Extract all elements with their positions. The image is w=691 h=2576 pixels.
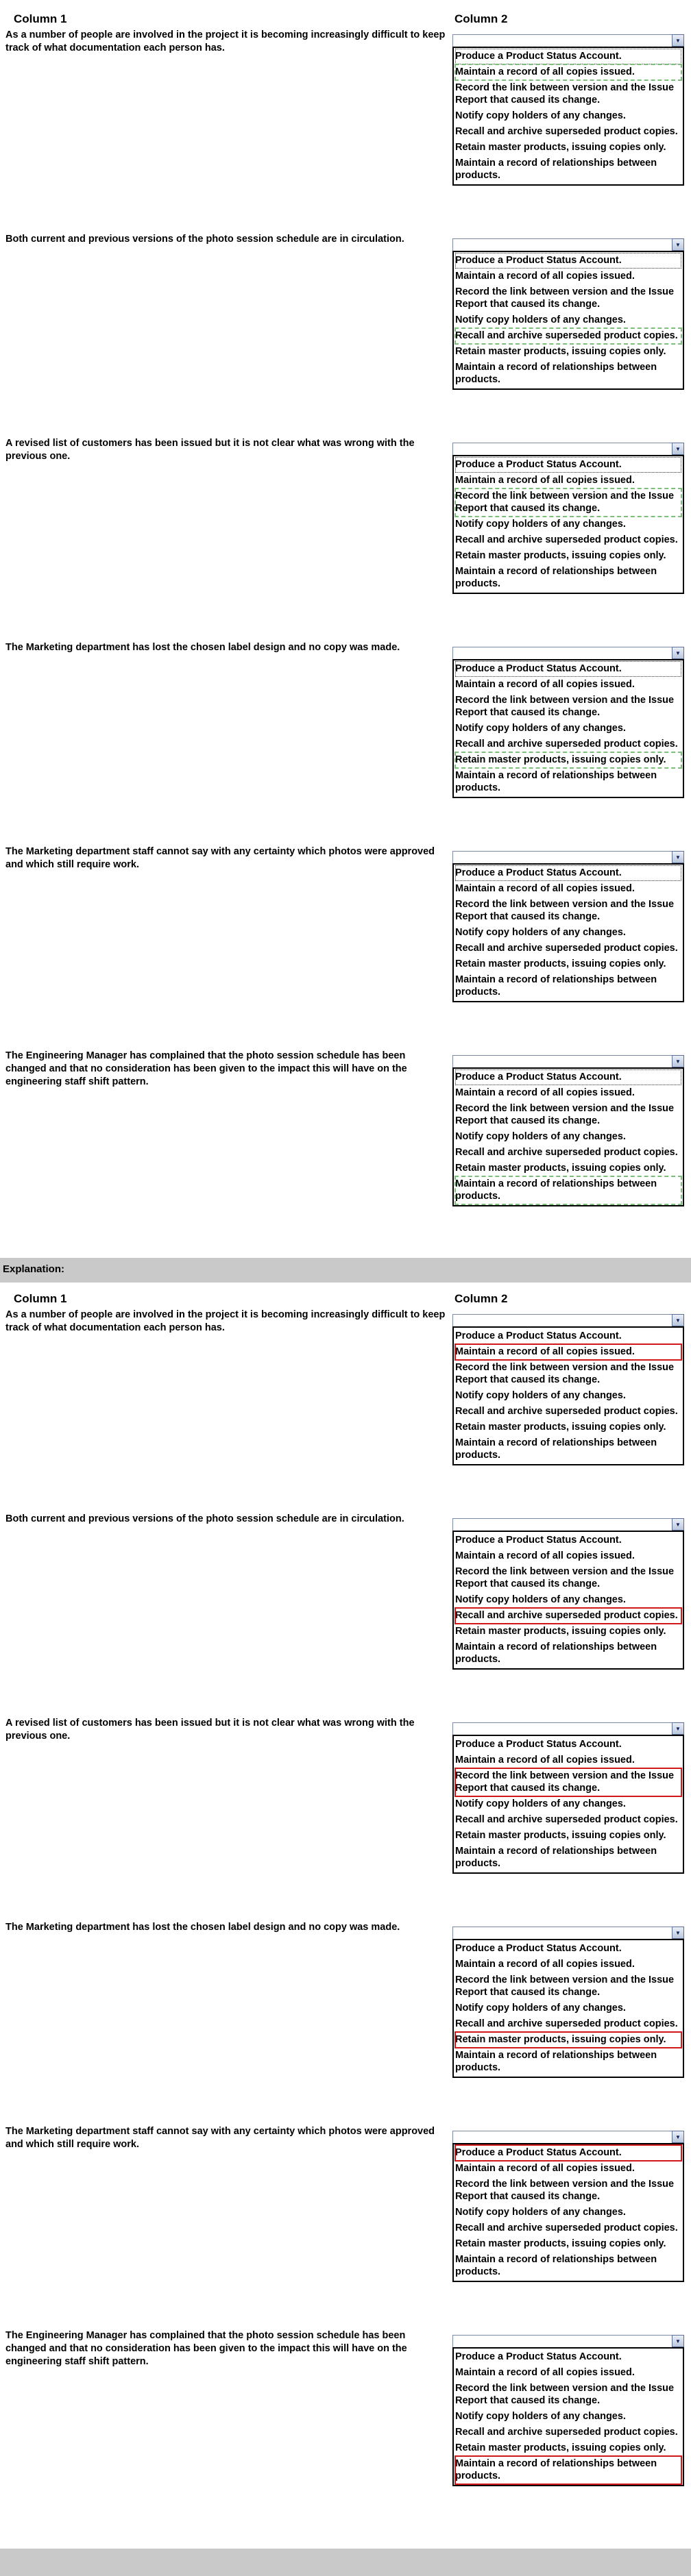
dropdown-option[interactable] xyxy=(455,941,681,956)
chevron-down-icon[interactable]: ▼ xyxy=(672,2335,684,2347)
chevron-down-icon[interactable]: ▼ xyxy=(672,34,684,47)
column-2-header: Column 2 xyxy=(454,1292,508,1305)
answer-dropdown[interactable] xyxy=(452,238,684,390)
answer-dropdown[interactable] xyxy=(452,1055,684,1206)
dropdown-option[interactable] xyxy=(455,677,681,693)
option-label: Notify copy holders of any changes. xyxy=(455,927,626,938)
option-label: Record the link between version and the Issue Report that caused its change. xyxy=(455,1566,675,1589)
dropdown-option[interactable] xyxy=(455,517,681,532)
option-label: Retain master products, issuing copies only. xyxy=(455,1626,666,1637)
option-label: Recall and archive superseded product copies. xyxy=(455,739,678,750)
option-label: Retain master products, issuing copies only. xyxy=(455,1422,666,1433)
dropdown-option[interactable] xyxy=(455,2145,681,2161)
dropdown-option[interactable] xyxy=(455,1564,681,1592)
dropdown-value-field[interactable] xyxy=(452,238,684,251)
dropdown-option[interactable] xyxy=(455,972,681,1000)
chevron-down-icon[interactable]: ▼ xyxy=(672,647,684,659)
option-label: Notify copy holders of any changes. xyxy=(455,519,626,530)
option-list xyxy=(452,2143,684,2282)
dropdown-option[interactable] xyxy=(455,344,681,360)
option-label: Recall and archive superseded product copies. xyxy=(455,1610,678,1621)
dropdown-option[interactable] xyxy=(455,1796,681,1812)
option-label: Recall and archive superseded product copies. xyxy=(455,1147,678,1158)
option-label: Maintain a record of relationships between products. xyxy=(455,362,657,385)
dropdown-option[interactable] xyxy=(455,1592,681,1608)
option-label: Produce a Product Status Account. xyxy=(455,2351,622,2362)
dropdown-option[interactable] xyxy=(455,1176,681,1204)
dropdown-option[interactable] xyxy=(455,925,681,941)
question-text: The Engineering Manager has complained that the photo session schedule has been changed and that no consideration has been given to the impact this will have on the engineering staff shift pattern. xyxy=(5,1050,407,1087)
dropdown-option[interactable] xyxy=(455,2456,681,2484)
option-label: Maintain a record of relationships between products. xyxy=(455,1437,657,1461)
question-text: The Marketing department has lost the chosen label design and no copy was made. xyxy=(5,1922,400,1933)
option-label: Maintain a record of relationships between products. xyxy=(455,158,657,181)
answer-dropdown[interactable] xyxy=(452,851,684,1002)
dropdown-option[interactable] xyxy=(455,1737,681,1753)
option-label: Recall and archive superseded product copies. xyxy=(455,534,678,545)
option-label: Notify copy holders of any changes. xyxy=(455,314,626,325)
option-label: Maintain a record of all copies issued. xyxy=(455,679,635,690)
dropdown-option[interactable] xyxy=(455,1844,681,1872)
dropdown-option[interactable] xyxy=(455,1768,681,1796)
option-list xyxy=(452,1326,684,1465)
option-label: Retain master products, issuing copies only. xyxy=(455,2238,666,2249)
option-label: Retain master products, issuing copies only. xyxy=(455,2034,666,2045)
dropdown-option[interactable] xyxy=(455,312,681,328)
option-list xyxy=(452,47,684,186)
option-label: Notify copy holders of any changes. xyxy=(455,1390,626,1401)
dropdown-option[interactable] xyxy=(455,1533,681,1548)
option-label: Notify copy holders of any changes. xyxy=(455,2207,626,2218)
question-text: The Marketing department staff cannot say with any certainty which photos were approved and which still require work. xyxy=(5,2126,435,2150)
option-label: Produce a Product Status Account. xyxy=(455,255,622,266)
column-2-header: Column 2 xyxy=(454,12,508,25)
option-list xyxy=(452,251,684,390)
footer-bar xyxy=(0,2549,691,2576)
option-label: Produce a Product Status Account. xyxy=(455,1330,622,1341)
dropdown-option[interactable] xyxy=(455,752,681,768)
option-label: Maintain a record of all copies issued. xyxy=(455,883,635,894)
dropdown-option[interactable] xyxy=(455,1101,681,1129)
option-label: Retain master products, issuing copies only. xyxy=(455,1830,666,1841)
dropdown-option[interactable] xyxy=(455,1085,681,1101)
dropdown-option[interactable] xyxy=(455,140,681,156)
answer-dropdown[interactable] xyxy=(452,1927,684,2078)
question-text: As a number of people are involved in the project it is becoming increasingly difficult to keep track of what documentation each person has. xyxy=(5,1309,446,1333)
option-label: Recall and archive superseded product copies. xyxy=(455,330,678,341)
answer-dropdown[interactable] xyxy=(452,1314,684,1465)
option-label: Maintain a record of all copies issued. xyxy=(455,271,635,282)
option-label: Record the link between version and the Issue Report that caused its change. xyxy=(455,1770,675,1794)
dropdown-option[interactable] xyxy=(455,488,681,517)
dropdown-option[interactable] xyxy=(455,2161,681,2177)
answer-dropdown[interactable] xyxy=(452,34,684,186)
option-label: Produce a Product Status Account. xyxy=(455,663,622,674)
dropdown-option[interactable] xyxy=(455,124,681,140)
option-label: Recall and archive superseded product copies. xyxy=(455,943,678,954)
dropdown-option[interactable] xyxy=(455,64,681,80)
option-label: Record the link between version and the Issue Report that caused its change. xyxy=(455,491,675,514)
option-label: Recall and archive superseded product copies. xyxy=(455,126,678,137)
option-label: Produce a Product Status Account. xyxy=(455,51,622,62)
question-text: Both current and previous versions of the photo session schedule are in circulation. xyxy=(5,234,404,245)
dropdown-option[interactable] xyxy=(455,2381,681,2409)
explanation-section xyxy=(0,1283,691,2549)
option-label: Retain master products, issuing copies only. xyxy=(455,958,666,969)
option-label: Maintain a record of all copies issued. xyxy=(455,2163,635,2174)
option-label: Maintain a record of relationships between products. xyxy=(455,2254,657,2277)
option-label: Record the link between version and the Issue Report that caused its change. xyxy=(455,695,675,718)
dropdown-option[interactable] xyxy=(455,1404,681,1420)
dropdown-option[interactable] xyxy=(455,2365,681,2381)
column-1-header: Column 1 xyxy=(14,12,67,25)
option-label: Maintain a record of relationships between products. xyxy=(455,1178,657,1202)
dropdown-option[interactable] xyxy=(455,661,681,677)
option-label: Notify copy holders of any changes. xyxy=(455,1131,626,1142)
option-list xyxy=(452,1067,684,1206)
dropdown-option[interactable] xyxy=(455,269,681,284)
dropdown-option[interactable] xyxy=(455,1435,681,1463)
option-list xyxy=(452,2347,684,2486)
dropdown-option[interactable] xyxy=(455,768,681,796)
chevron-down-icon[interactable]: ▼ xyxy=(672,1055,684,1067)
option-label: Produce a Product Status Account. xyxy=(455,1943,622,1954)
dropdown-option[interactable] xyxy=(455,2016,681,2032)
option-label: Maintain a record of all copies issued. xyxy=(455,1087,635,1098)
option-label: Produce a Product Status Account. xyxy=(455,459,622,470)
answer-dropdown[interactable] xyxy=(452,443,684,594)
option-label: Notify copy holders of any changes. xyxy=(455,1594,626,1605)
dropdown-option[interactable] xyxy=(455,1941,681,1957)
dropdown-option[interactable] xyxy=(455,156,681,184)
option-list xyxy=(452,659,684,798)
option-label: Maintain a record of relationships between products. xyxy=(455,2050,657,2073)
dropdown-option[interactable] xyxy=(455,1360,681,1388)
dropdown-option[interactable] xyxy=(455,1548,681,1564)
dropdown-option[interactable] xyxy=(455,2440,681,2456)
option-label: Retain master products, issuing copies only. xyxy=(455,754,666,765)
question-section xyxy=(0,0,691,1258)
answer-dropdown[interactable] xyxy=(452,2335,684,2486)
dropdown-option[interactable] xyxy=(455,253,681,269)
dropdown-option[interactable] xyxy=(455,532,681,548)
option-label: Retain master products, issuing copies only. xyxy=(455,142,666,153)
dropdown-option[interactable] xyxy=(455,1972,681,2001)
option-label: Recall and archive superseded product copies. xyxy=(455,2427,678,2438)
explanation-bar xyxy=(0,1258,691,1283)
dropdown-value-field[interactable] xyxy=(452,1518,684,1531)
option-label: Retain master products, issuing copies only. xyxy=(455,2442,666,2453)
option-label: Produce a Product Status Account. xyxy=(455,867,622,878)
dropdown-value-field[interactable] xyxy=(452,1055,684,1067)
dropdown-option[interactable] xyxy=(455,2177,681,2205)
option-label: Record the link between version and the Issue Report that caused its change. xyxy=(455,1103,675,1126)
dropdown-option[interactable] xyxy=(455,473,681,488)
dropdown-option[interactable] xyxy=(455,2409,681,2425)
dropdown-option[interactable] xyxy=(455,2252,681,2280)
chevron-down-icon[interactable]: ▼ xyxy=(672,1927,684,1939)
option-label: Record the link between version and the Issue Report that caused its change. xyxy=(455,1974,675,1998)
option-label: Recall and archive superseded product copies. xyxy=(455,1406,678,1417)
question-text: A revised list of customers has been issued but it is not clear what was wrong with the previous one. xyxy=(5,1718,415,1742)
option-label: Maintain a record of all copies issued. xyxy=(455,1755,635,1766)
option-label: Produce a Product Status Account. xyxy=(455,2147,622,2158)
option-list xyxy=(452,1735,684,1874)
dropdown-option[interactable] xyxy=(455,721,681,736)
dropdown-option[interactable] xyxy=(455,1161,681,1176)
dropdown-option[interactable] xyxy=(455,1753,681,1768)
dropdown-option[interactable] xyxy=(455,2001,681,2016)
dropdown-option[interactable] xyxy=(455,1145,681,1161)
chevron-down-icon[interactable]: ▼ xyxy=(672,1518,684,1531)
chevron-down-icon[interactable]: ▼ xyxy=(672,238,684,251)
question-text: Both current and previous versions of the photo session schedule are in circulation. xyxy=(5,1513,404,1524)
dropdown-value-field[interactable] xyxy=(452,647,684,659)
option-label: Maintain a record of relationships between products. xyxy=(455,2458,657,2481)
dropdown-value-field[interactable] xyxy=(452,1314,684,1326)
chevron-down-icon[interactable]: ▼ xyxy=(672,443,684,455)
dropdown-option[interactable] xyxy=(455,2048,681,2076)
dropdown-value-field[interactable] xyxy=(452,1722,684,1735)
dropdown-option[interactable] xyxy=(455,284,681,312)
answer-dropdown[interactable] xyxy=(452,1722,684,1874)
option-label: Notify copy holders of any changes. xyxy=(455,110,626,121)
dropdown-option[interactable] xyxy=(455,1129,681,1145)
option-label: Maintain a record of all copies issued. xyxy=(455,2367,635,2378)
dropdown-option[interactable] xyxy=(455,564,681,592)
chevron-down-icon[interactable]: ▼ xyxy=(672,1722,684,1735)
option-label: Maintain a record of all copies issued. xyxy=(455,1346,635,1357)
dropdown-option[interactable] xyxy=(455,1957,681,1972)
dropdown-option[interactable] xyxy=(455,2205,681,2220)
option-label: Record the link between version and the Issue Report that caused its change. xyxy=(455,1362,675,1385)
dropdown-option[interactable] xyxy=(455,1828,681,1844)
dropdown-option[interactable] xyxy=(455,1344,681,1360)
dropdown-option[interactable] xyxy=(455,1388,681,1404)
option-label: Record the link between version and the Issue Report that caused its change. xyxy=(455,286,675,310)
answer-dropdown[interactable] xyxy=(452,647,684,798)
option-label: Maintain a record of relationships between products. xyxy=(455,974,657,998)
dropdown-value-field[interactable] xyxy=(452,443,684,455)
question-text: As a number of people are involved in the project it is becoming increasingly difficult to keep track of what documentation each person has. xyxy=(5,29,446,53)
option-list xyxy=(452,1939,684,2078)
option-label: Recall and archive superseded product copies. xyxy=(455,2018,678,2029)
question-text: A revised list of customers has been issued but it is not clear what was wrong with the previous one. xyxy=(5,438,415,462)
dropdown-option[interactable] xyxy=(455,548,681,564)
option-list xyxy=(452,863,684,1002)
option-label: Maintain a record of all copies issued. xyxy=(455,66,635,77)
option-label: Record the link between version and the Issue Report that caused its change. xyxy=(455,899,675,922)
dropdown-option[interactable] xyxy=(455,1608,681,1624)
option-label: Notify copy holders of any changes. xyxy=(455,2003,626,2014)
dropdown-option[interactable] xyxy=(455,897,681,925)
dropdown-option[interactable] xyxy=(455,2220,681,2236)
question-text: The Engineering Manager has complained that the photo session schedule has been changed and that no consideration has been given to the impact this will have on the engineering staff shift pattern. xyxy=(5,2330,407,2367)
dropdown-option[interactable] xyxy=(455,956,681,972)
dropdown-option[interactable] xyxy=(455,693,681,721)
dropdown-option[interactable] xyxy=(455,1328,681,1344)
dropdown-option[interactable] xyxy=(455,1069,681,1085)
option-label: Recall and archive superseded product copies. xyxy=(455,2222,678,2233)
option-label: Record the link between version and the Issue Report that caused its change. xyxy=(455,2179,675,2202)
chevron-down-icon[interactable]: ▼ xyxy=(672,2131,684,2143)
option-label: Notify copy holders of any changes. xyxy=(455,1798,626,1809)
option-label: Produce a Product Status Account. xyxy=(455,1535,622,1546)
answer-dropdown[interactable] xyxy=(452,2131,684,2282)
explanation-label: Explanation: xyxy=(3,1263,65,1275)
dropdown-option[interactable] xyxy=(455,328,681,344)
dropdown-option[interactable] xyxy=(455,108,681,124)
dropdown-option[interactable] xyxy=(455,865,681,881)
answer-dropdown[interactable] xyxy=(452,1518,684,1670)
dropdown-option[interactable] xyxy=(455,2349,681,2365)
option-label: Maintain a record of all copies issued. xyxy=(455,1550,635,1561)
chevron-down-icon[interactable]: ▼ xyxy=(672,1314,684,1326)
dropdown-option[interactable] xyxy=(455,457,681,473)
dropdown-option[interactable] xyxy=(455,80,681,108)
dropdown-value-field[interactable] xyxy=(452,851,684,863)
option-label: Notify copy holders of any changes. xyxy=(455,723,626,734)
option-label: Record the link between version and the Issue Report that caused its change. xyxy=(455,2383,675,2406)
dropdown-option[interactable] xyxy=(455,2032,681,2048)
option-label: Produce a Product Status Account. xyxy=(455,1072,622,1082)
dropdown-option[interactable] xyxy=(455,881,681,897)
column-1-header: Column 1 xyxy=(14,1292,67,1305)
option-label: Maintain a record of relationships between products. xyxy=(455,770,657,793)
question-text: The Marketing department has lost the chosen label design and no copy was made. xyxy=(5,642,400,653)
dropdown-option[interactable] xyxy=(455,1624,681,1639)
dropdown-option[interactable] xyxy=(455,360,681,388)
option-label: Maintain a record of all copies issued. xyxy=(455,1959,635,1970)
option-label: Retain master products, issuing copies only. xyxy=(455,550,666,561)
dropdown-value-field[interactable] xyxy=(452,2131,684,2143)
dropdown-value-field[interactable] xyxy=(452,2335,684,2347)
option-label: Maintain a record of relationships between products. xyxy=(455,566,657,589)
dropdown-option[interactable] xyxy=(455,1812,681,1828)
option-label: Record the link between version and the Issue Report that caused its change. xyxy=(455,82,675,106)
option-label: Maintain a record of all copies issued. xyxy=(455,475,635,486)
dropdown-option[interactable] xyxy=(455,1639,681,1668)
option-label: Maintain a record of relationships between products. xyxy=(455,1846,657,1869)
option-label: Recall and archive superseded product copies. xyxy=(455,1814,678,1825)
option-list xyxy=(452,1531,684,1670)
dropdown-option[interactable] xyxy=(455,49,681,64)
option-label: Produce a Product Status Account. xyxy=(455,1739,622,1750)
dropdown-value-field[interactable] xyxy=(452,34,684,47)
option-label: Maintain a record of relationships between products. xyxy=(455,1642,657,1665)
option-list xyxy=(452,455,684,594)
dropdown-option[interactable] xyxy=(455,1420,681,1435)
option-label: Notify copy holders of any changes. xyxy=(455,2411,626,2422)
dropdown-option[interactable] xyxy=(455,2425,681,2440)
dropdown-option[interactable] xyxy=(455,736,681,752)
question-text: The Marketing department staff cannot say with any certainty which photos were approved and which still require work. xyxy=(5,846,435,870)
chevron-down-icon[interactable]: ▼ xyxy=(672,851,684,863)
dropdown-value-field[interactable] xyxy=(452,1927,684,1939)
option-label: Retain master products, issuing copies only. xyxy=(455,346,666,357)
dropdown-option[interactable] xyxy=(455,2236,681,2252)
option-label: Retain master products, issuing copies only. xyxy=(455,1163,666,1174)
